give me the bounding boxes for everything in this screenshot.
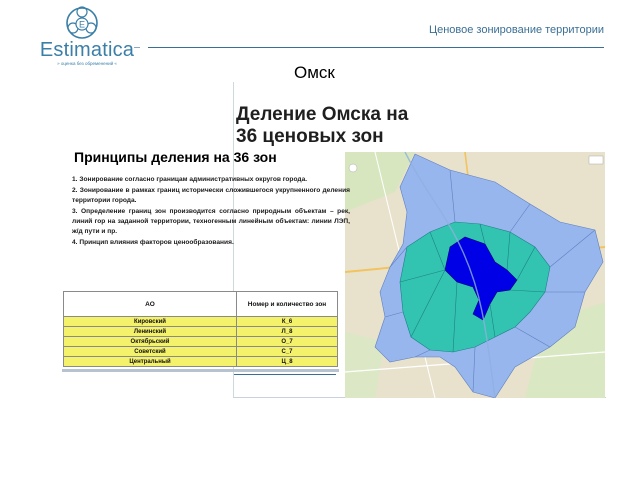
table-row — [64, 347, 338, 357]
map-pan-control — [349, 164, 357, 172]
principle-item: 4. Принцип влияния факторов ценообразования. — [72, 239, 234, 246]
table-bottom-bar — [62, 369, 339, 372]
principles-list — [64, 175, 350, 248]
map-zoom-control — [589, 156, 603, 164]
logo-wordmark: Estimatica — [39, 39, 135, 61]
slide-title — [236, 104, 408, 148]
zone-map[interactable] — [345, 152, 605, 398]
table-underline — [234, 374, 336, 375]
principle-item: 2. Зонирование в рамках границ исторически сложившегося укрупненного деления территории города. — [72, 187, 350, 204]
principle-item: 1. Зонирование согласно границам административных округов города. — [72, 176, 308, 183]
column-header-zones: Номер и количество зон — [237, 292, 338, 317]
district-zones: С_7 — [237, 347, 338, 357]
district-zones: О_7 — [237, 337, 338, 347]
principles-block — [64, 149, 350, 249]
table-row — [64, 357, 338, 367]
district-zones: К_6 — [237, 317, 338, 327]
principle-item: 3. Определение границ зон производится согласно природным объектам – рек, линий гор на заданной территории, техногенным линейным объектам: линии ЛЭП, ж/д пути и пр. — [72, 208, 350, 235]
table-row — [64, 337, 338, 347]
column-header-ao: АО — [64, 292, 237, 317]
table-row — [64, 317, 338, 327]
logo-letter: E — [78, 19, 86, 30]
principles-title: Принципы деления на 36 зон — [74, 149, 277, 165]
districts-table — [63, 291, 338, 367]
district-name: Кировский — [64, 317, 237, 327]
header-divider — [148, 47, 604, 48]
estimatica-logo[interactable] — [32, 6, 142, 66]
table-header-row — [64, 292, 338, 317]
slide-title-line-1: Деление Омска на — [236, 104, 409, 125]
zone-map-graphic — [345, 152, 605, 398]
district-zones: Л_8 — [237, 327, 338, 337]
district-name: Ленинский — [64, 327, 237, 337]
table-row — [64, 327, 338, 337]
slide-title-line-2: 36 ценовых зон — [236, 126, 384, 147]
district-zones: Ц_8 — [237, 357, 338, 367]
district-name: Октябрьский — [64, 337, 237, 347]
page-title: Омск — [294, 63, 335, 82]
header-title: Ценовое зонирование территории — [428, 24, 604, 36]
logo-tagline: » оценка без обременений « — [57, 61, 117, 66]
district-name: Советский — [64, 347, 237, 357]
district-name: Центральный — [64, 357, 237, 367]
header-divider-stub — [134, 47, 140, 48]
logo-emblem-icon — [60, 6, 104, 40]
